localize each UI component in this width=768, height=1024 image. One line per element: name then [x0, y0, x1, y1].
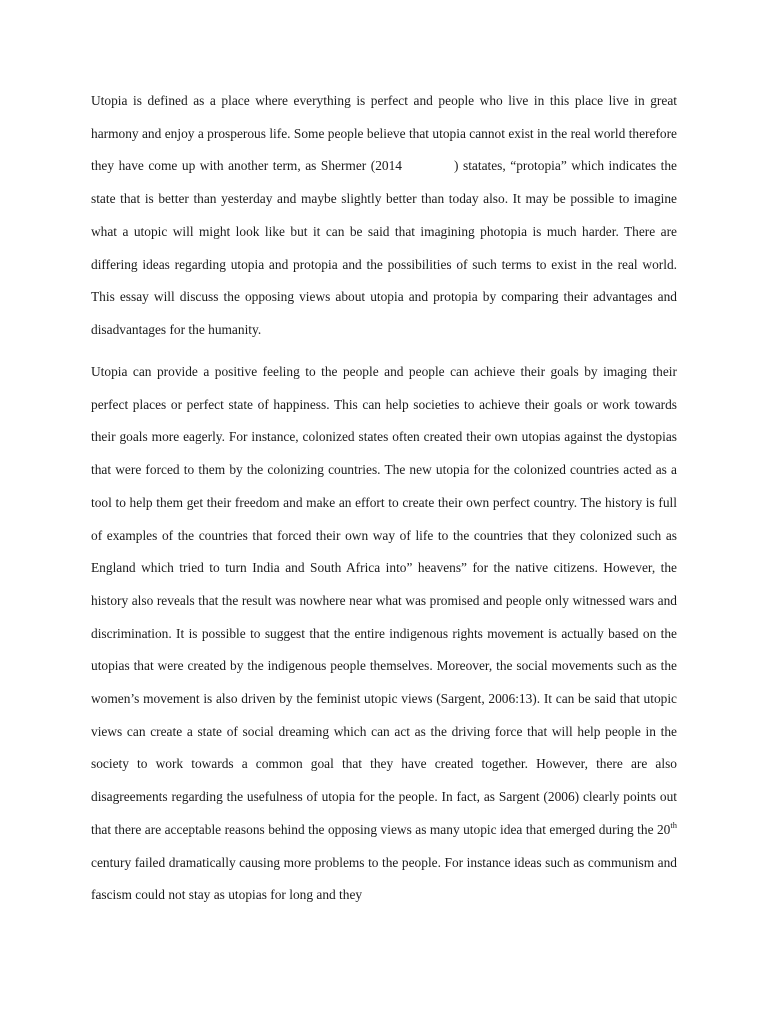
paragraph-2-text-a: Utopia can provide a positive feeling to the people and people can achieve their goals by imaging their perfect places or perfect state of happiness. This can help societies to achieve their goals or work towards their goals more eagerly. For instance, colonized states often created their own utopias against the dystopias that were forced to them by the colonizing countries. The new utopia for the colonized countries acted as a tool to help them get their freedom and make an effort to create their own perfect country. The history is full of examples of the countries that forced their own way of life to the countries that they colonized such as England which tried to turn India and South Africa into” heavens” for the native citizens. However, the history also reveals that the result was nowhere near what was promised and people only witnessed wars and discrimination. It is possible to suggest that the entire indigenous rights movement is actually based on the utopias that were created by the indigenous people themselves. Moreover, the social movements such as the women’s movement is also driven by the feminist utopic views (Sargent, 2006:13). It can be said that utopic views can create a state of social dreaming which can act as the driving force that will help people in the society to work towards a common goal that they have created together. However, there are also disagreements regarding the usefulness of utopia for the people. In fact, as Sargent (2006) clearly points out that there are acceptable reasons behind the opposing views as many utopic idea that emerged during the 20	[91, 364, 677, 837]
paragraph-1-text-a: Utopia is defined as a place where everything is perfect and people who live in this place live in great harmony and enjoy a prosperous life. Some people believe that utopia cannot exist in the real world therefore they have come up with another term, as Shermer (2014	[91, 93, 677, 174]
ordinal-superscript: th	[670, 819, 677, 830]
paragraph-2-text-b: century failed dramatically causing more problems to the people. For instance ideas such as communism and fascism could not stay as utopias for long and they	[91, 854, 677, 903]
paragraph-2	[91, 356, 677, 912]
paragraph-1	[91, 85, 677, 347]
paragraph-1-text-b: ) statates, “protopia” which indicates the state that is better than yesterday and maybe slightly better than today also. It may be possible to imagine what a utopic will might look like but it can be said that imagining photopia is much harder. There are differing ideas regarding utopia and protopia and the possibilities of such terms to exist in the real world. This essay will discuss the opposing views about utopia and protopia by comparing their advantages and disadvantages for the humanity.	[91, 158, 678, 337]
